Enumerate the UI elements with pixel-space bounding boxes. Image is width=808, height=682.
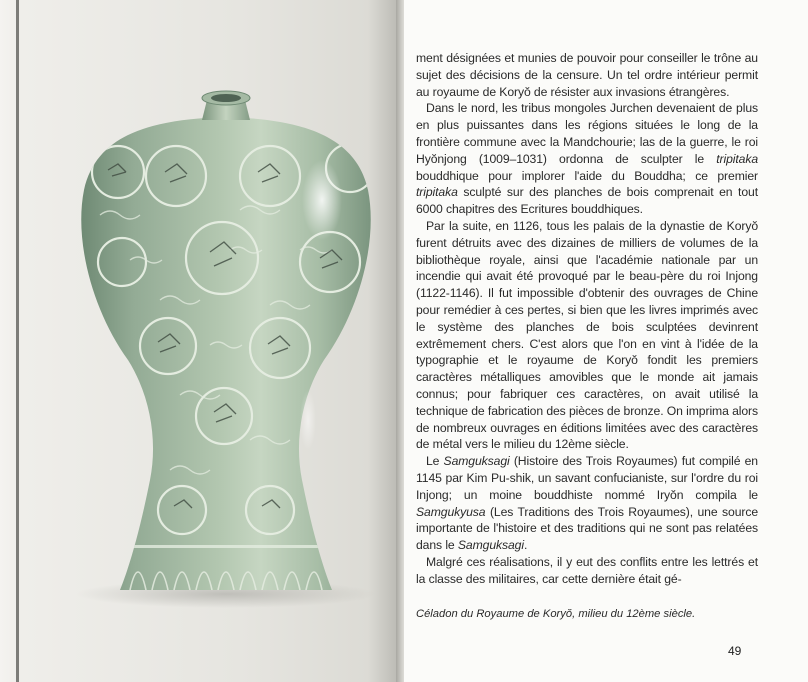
page-number: 49 <box>728 644 742 658</box>
text-run: (Histoire des Trois Royaumes) fut compilé en 1145 par Kim Pu-shik, un savant confucianiste, sur l'ordre du roi Injong; un moine bouddhiste nommé Iryŏn compila le <box>416 454 758 502</box>
body-text <box>416 50 758 588</box>
italic-term: tripitaka <box>416 185 458 200</box>
italic-term: Samgukyusa <box>416 504 486 519</box>
text-run: ment désignées et munies de pouvoir pour conseiller le trône au sujet des décisions de la censure. Un tel ordre intérieur permit au royaume de Koryŏ de résister aux invasions étrangères. <box>416 51 758 99</box>
paragraph <box>416 50 758 100</box>
paragraph <box>416 100 758 218</box>
paragraph <box>416 554 758 588</box>
italic-term: tripitaka <box>716 151 758 166</box>
photo-caption: Céladon du Royaume de Koryŏ, milieu du 12ème siècle. <box>416 608 696 620</box>
text-run: . <box>523 538 528 553</box>
text-run: Par la suite, en 1126, tous les palais de la dynastie de Koryŏ furent détruits avec des dizaines de milliers de volumes de la bibliothèque royale, ainsi que l'académie nationale par un incendie qui avait été provoqué par le beau-père du roi Injong (1122-1146). Il fut impossible d'obtenir des ouvrages de Chine pour remédier à ces pertes, si bien que les livres imprimés avec le système des planches de bois sculptées devinrent extrêmement chers. C'est alors que l'on en vint à l'idée de la typographie et le royaume de Koryŏ fondit les premiers caractères métalliques amovibles que le monde ait jamais connus; pour fabriquer ces caractères, on avait utilisé la technique de fabrication des pièces de bronze. On imprima alors de nombreux ouvrages en éditions limitées avec des caractères de métal vers le milieu du 12ème siècle. <box>416 218 758 452</box>
text-run: sculpté sur des planches de bois comprenait en tout 6000 chapitres des Ecritures bouddhiques. <box>416 185 758 217</box>
italic-term: Samguksagi <box>443 454 510 469</box>
text-run: bouddhique pour implorer l'aide du Bouddha; ce premier <box>416 168 758 183</box>
text-run: Dans le nord, les tribus mongoles Jurchen devenaient de plus en plus puissantes dans les régions situées le long de la frontière commune avec la Mandchourie; las de la guerre, le roi Hyŏnjong (1009–1031) ordonna de sculpter le <box>416 101 758 166</box>
paragraph <box>416 453 758 554</box>
italic-term: Samguksagi <box>457 538 524 553</box>
left-page-photo <box>0 0 400 682</box>
text-run: Malgré ces réalisations, il y eut des conflits entre les lettrés et la classe des militaires, car cette dernière était gé- <box>416 554 758 586</box>
celadon-vase-photo <box>0 0 400 682</box>
text-run: Le <box>426 454 444 469</box>
paragraph <box>416 218 758 453</box>
text-run: (Les Traditions des Trois Royaumes), une source importante de l'histoire et des traditions qui ne sont pas relatées dans le <box>416 504 758 553</box>
